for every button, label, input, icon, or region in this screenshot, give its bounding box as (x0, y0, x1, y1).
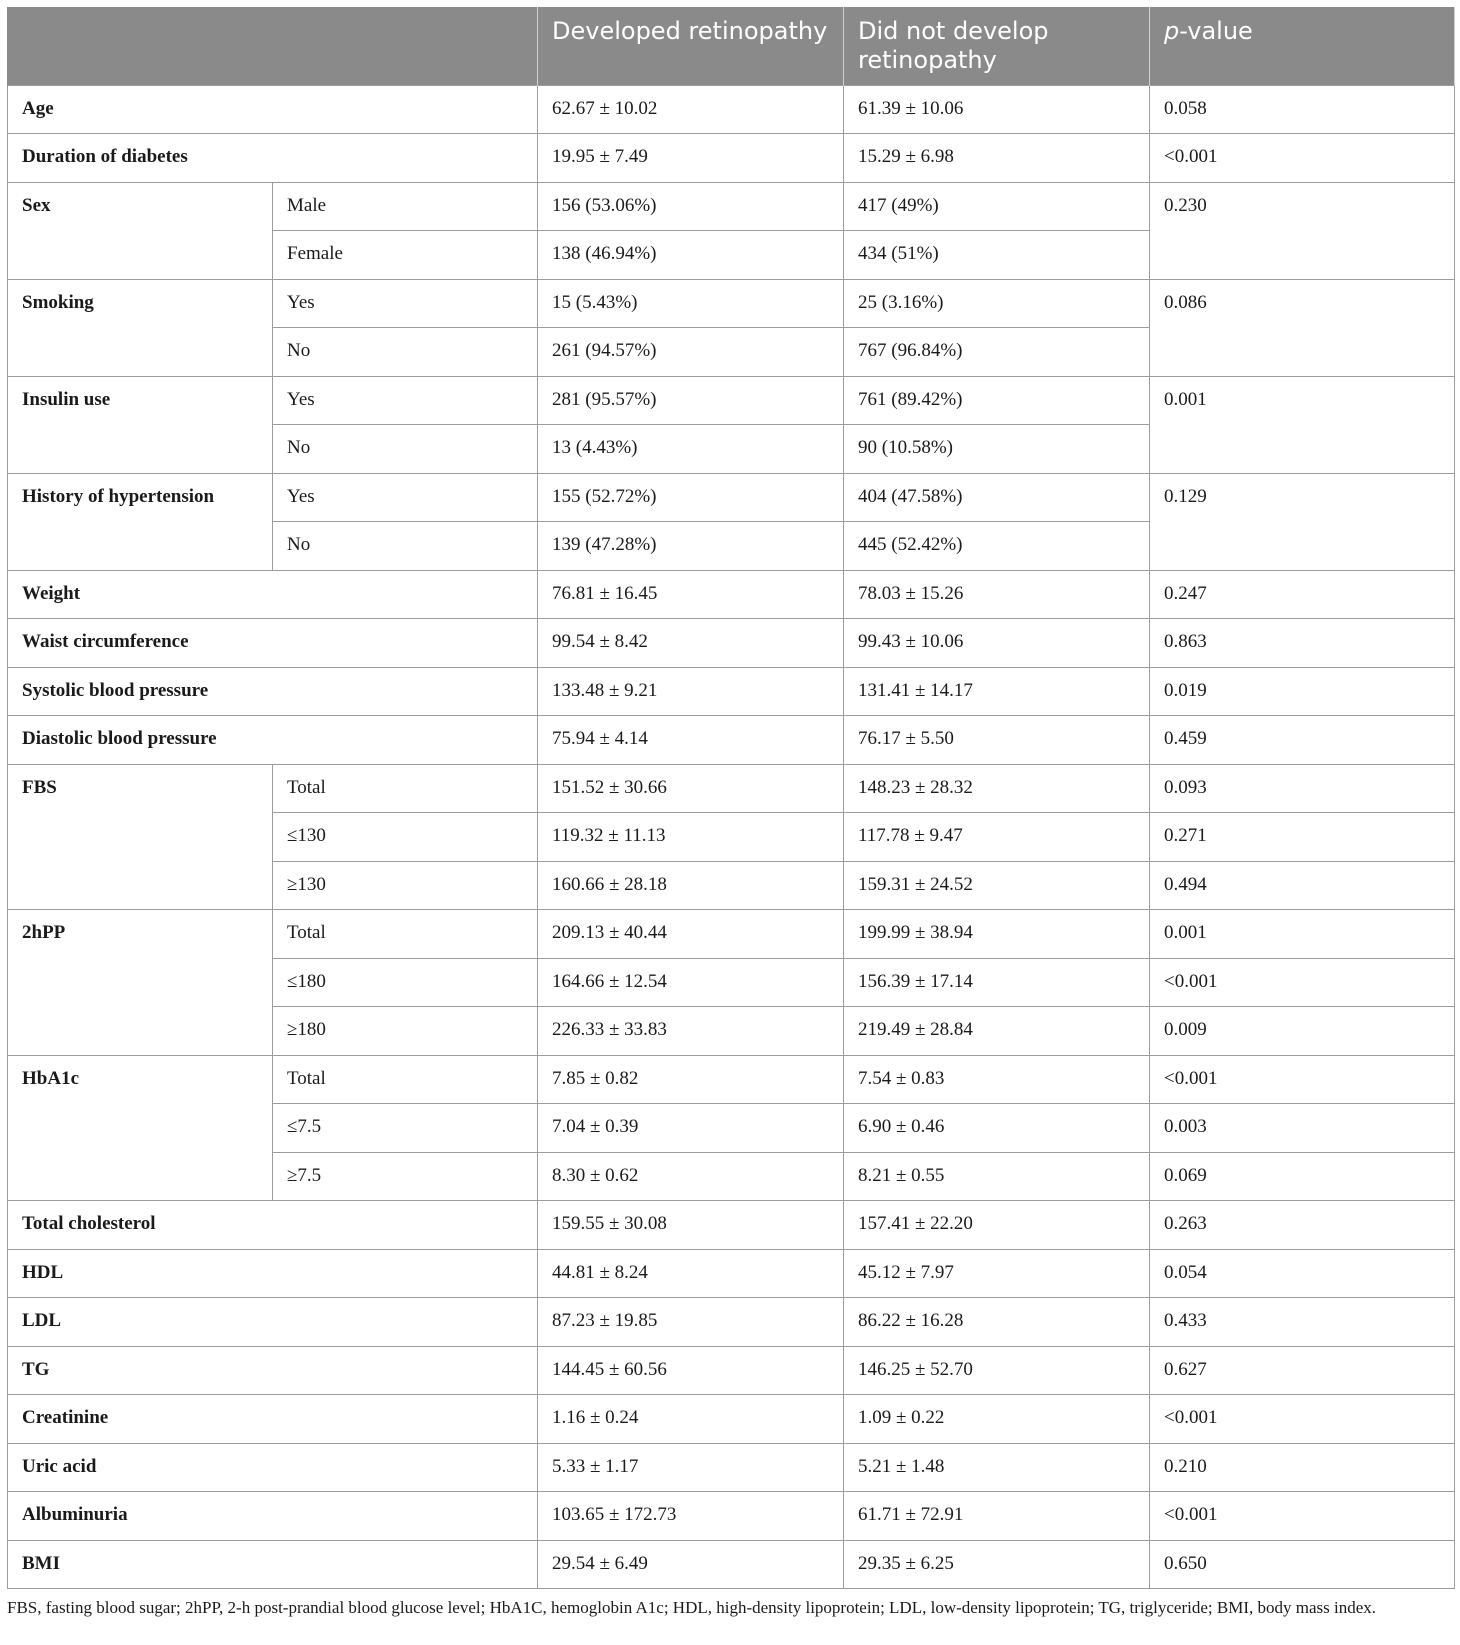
cell-subgroup: Total (273, 910, 538, 959)
cell-p-value: <0.001 (1150, 1055, 1455, 1104)
cell-not-developed: 8.21 ± 0.55 (844, 1152, 1150, 1201)
cell-p-value: 0.230 (1150, 182, 1455, 279)
cell-p-value: 0.863 (1150, 619, 1455, 668)
table-row (8, 1443, 1455, 1492)
cell-subgroup: Total (273, 1055, 538, 1104)
cell-subgroup: Female (273, 231, 538, 280)
cell-not-developed: 78.03 ± 15.26 (844, 570, 1150, 619)
cell-p-value: 0.459 (1150, 716, 1455, 765)
cell-not-developed: 86.22 ± 16.28 (844, 1298, 1150, 1347)
cell-subgroup: Yes (273, 473, 538, 522)
row-label: Creatinine (8, 1395, 538, 1444)
cell-not-developed: 156.39 ± 17.14 (844, 958, 1150, 1007)
cell-developed: 209.13 ± 40.44 (538, 910, 844, 959)
cell-subgroup: No (273, 425, 538, 474)
cell-subgroup: Male (273, 182, 538, 231)
cell-p-value: 0.433 (1150, 1298, 1455, 1347)
table-row (8, 1249, 1455, 1298)
row-label: TG (8, 1346, 538, 1395)
cell-not-developed: 76.17 ± 5.50 (844, 716, 1150, 765)
cell-p-value: 0.093 (1150, 764, 1455, 813)
table-row (8, 85, 1455, 134)
cell-subgroup: Total (273, 764, 538, 813)
cell-not-developed: 1.09 ± 0.22 (844, 1395, 1150, 1444)
cell-developed: 15 (5.43%) (538, 279, 844, 328)
cell-developed: 76.81 ± 16.45 (538, 570, 844, 619)
cell-developed: 44.81 ± 8.24 (538, 1249, 844, 1298)
cell-p-value: 0.210 (1150, 1443, 1455, 1492)
row-label: Duration of diabetes (8, 134, 538, 183)
cell-not-developed: 767 (96.84%) (844, 328, 1150, 377)
cell-not-developed: 146.25 ± 52.70 (844, 1346, 1150, 1395)
cell-not-developed: 5.21 ± 1.48 (844, 1443, 1150, 1492)
cell-developed: 8.30 ± 0.62 (538, 1152, 844, 1201)
cell-p-value: 0.003 (1150, 1104, 1455, 1153)
cell-not-developed: 199.99 ± 38.94 (844, 910, 1150, 959)
table-body (8, 85, 1455, 1589)
cell-p-value: 0.263 (1150, 1201, 1455, 1250)
header-developed: Developed retinopathy (538, 7, 844, 85)
cell-developed: 281 (95.57%) (538, 376, 844, 425)
cell-developed: 138 (46.94%) (538, 231, 844, 280)
cell-not-developed: 157.41 ± 22.20 (844, 1201, 1150, 1250)
table-row (8, 1298, 1455, 1347)
cell-p-value: <0.001 (1150, 1395, 1455, 1444)
row-label: Age (8, 85, 538, 134)
cell-subgroup: Yes (273, 376, 538, 425)
cell-developed: 103.65 ± 172.73 (538, 1492, 844, 1541)
cell-p-value: 0.650 (1150, 1540, 1455, 1589)
cell-developed: 164.66 ± 12.54 (538, 958, 844, 1007)
cell-p-value: 0.271 (1150, 813, 1455, 862)
cell-developed: 226.33 ± 33.83 (538, 1007, 844, 1056)
row-label: BMI (8, 1540, 538, 1589)
table-row (8, 182, 1455, 231)
row-label: Waist circumference (8, 619, 538, 668)
cell-not-developed: 445 (52.42%) (844, 522, 1150, 571)
cell-developed: 13 (4.43%) (538, 425, 844, 474)
table-container (7, 7, 1454, 1589)
cell-p-value: 0.069 (1150, 1152, 1455, 1201)
cell-developed: 7.04 ± 0.39 (538, 1104, 844, 1153)
cell-developed: 261 (94.57%) (538, 328, 844, 377)
header-row (8, 7, 1455, 85)
cell-developed: 7.85 ± 0.82 (538, 1055, 844, 1104)
cell-not-developed: 117.78 ± 9.47 (844, 813, 1150, 862)
cell-developed: 99.54 ± 8.42 (538, 619, 844, 668)
cell-subgroup: Yes (273, 279, 538, 328)
cell-p-value: 0.009 (1150, 1007, 1455, 1056)
row-label: FBS (8, 764, 273, 910)
cell-not-developed: 434 (51%) (844, 231, 1150, 280)
table-row (8, 910, 1455, 959)
cell-developed: 156 (53.06%) (538, 182, 844, 231)
header-not-developed: Did not develop retinopathy (844, 7, 1150, 85)
cell-p-value: 0.086 (1150, 279, 1455, 376)
cell-p-value: 0.247 (1150, 570, 1455, 619)
table-footnote: FBS, fasting blood sugar; 2hPP, 2-h post-prandial blood glucose level; HbA1C, hemoglobin A1c; HDL, high-density lipoprotein; LDL, low-density lipoprotein; TG, triglyceride; BMI, body mass index. (7, 1598, 1376, 1617)
cell-not-developed: 61.39 ± 10.06 (844, 85, 1150, 134)
table-row (8, 764, 1455, 813)
header-variable (8, 7, 538, 85)
table-row (8, 1540, 1455, 1589)
row-label: Sex (8, 182, 273, 279)
cell-developed: 1.16 ± 0.24 (538, 1395, 844, 1444)
cell-not-developed: 99.43 ± 10.06 (844, 619, 1150, 668)
table-row (8, 134, 1455, 183)
cell-not-developed: 219.49 ± 28.84 (844, 1007, 1150, 1056)
cell-developed: 75.94 ± 4.14 (538, 716, 844, 765)
cell-developed: 144.45 ± 60.56 (538, 1346, 844, 1395)
cell-p-value: 0.494 (1150, 861, 1455, 910)
table-row (8, 1395, 1455, 1444)
cell-not-developed: 61.71 ± 72.91 (844, 1492, 1150, 1541)
row-label: LDL (8, 1298, 538, 1347)
header-p-value (1150, 7, 1455, 85)
cell-not-developed: 6.90 ± 0.46 (844, 1104, 1150, 1153)
cell-not-developed: 417 (49%) (844, 182, 1150, 231)
cell-developed: 133.48 ± 9.21 (538, 667, 844, 716)
table-row (8, 716, 1455, 765)
table-row (8, 279, 1455, 328)
table-row (8, 1492, 1455, 1541)
cell-not-developed: 404 (47.58%) (844, 473, 1150, 522)
cell-not-developed: 7.54 ± 0.83 (844, 1055, 1150, 1104)
cell-developed: 5.33 ± 1.17 (538, 1443, 844, 1492)
retinopathy-comparison-table (7, 7, 1455, 1589)
row-label: Uric acid (8, 1443, 538, 1492)
cell-developed: 29.54 ± 6.49 (538, 1540, 844, 1589)
cell-developed: 151.52 ± 30.66 (538, 764, 844, 813)
header-p-rest: -value (1179, 17, 1253, 45)
cell-p-value: <0.001 (1150, 958, 1455, 1007)
cell-developed: 19.95 ± 7.49 (538, 134, 844, 183)
table-row (8, 1201, 1455, 1250)
cell-developed: 87.23 ± 19.85 (538, 1298, 844, 1347)
cell-developed: 155 (52.72%) (538, 473, 844, 522)
table-row (8, 376, 1455, 425)
row-label: Total cholesterol (8, 1201, 538, 1250)
row-label: HDL (8, 1249, 538, 1298)
cell-p-value: 0.019 (1150, 667, 1455, 716)
table-row (8, 1055, 1455, 1104)
cell-subgroup: ≤7.5 (273, 1104, 538, 1153)
row-label: 2hPP (8, 910, 273, 1056)
cell-developed: 159.55 ± 30.08 (538, 1201, 844, 1250)
cell-subgroup: ≤130 (273, 813, 538, 862)
row-label: Albuminuria (8, 1492, 538, 1541)
cell-not-developed: 148.23 ± 28.32 (844, 764, 1150, 813)
cell-not-developed: 761 (89.42%) (844, 376, 1150, 425)
row-label: Weight (8, 570, 538, 619)
table-row (8, 667, 1455, 716)
cell-p-value: 0.129 (1150, 473, 1455, 570)
cell-not-developed: 159.31 ± 24.52 (844, 861, 1150, 910)
cell-developed: 119.32 ± 11.13 (538, 813, 844, 862)
cell-developed: 160.66 ± 28.18 (538, 861, 844, 910)
row-label: Insulin use (8, 376, 273, 473)
cell-subgroup: ≤180 (273, 958, 538, 1007)
cell-not-developed: 131.41 ± 14.17 (844, 667, 1150, 716)
row-label: History of hypertension (8, 473, 273, 570)
cell-not-developed: 25 (3.16%) (844, 279, 1150, 328)
row-label: Diastolic blood pressure (8, 716, 538, 765)
table-row (8, 619, 1455, 668)
cell-subgroup: ≥7.5 (273, 1152, 538, 1201)
cell-p-value: 0.058 (1150, 85, 1455, 134)
cell-subgroup: ≥130 (273, 861, 538, 910)
table-row (8, 570, 1455, 619)
cell-not-developed: 90 (10.58%) (844, 425, 1150, 474)
cell-not-developed: 45.12 ± 7.97 (844, 1249, 1150, 1298)
row-label: Systolic blood pressure (8, 667, 538, 716)
row-label: HbA1c (8, 1055, 273, 1201)
cell-developed: 139 (47.28%) (538, 522, 844, 571)
table-row (8, 1346, 1455, 1395)
row-label: Smoking (8, 279, 273, 376)
cell-subgroup: No (273, 328, 538, 377)
cell-p-value: <0.001 (1150, 1492, 1455, 1541)
table-header (8, 7, 1455, 85)
cell-developed: 62.67 ± 10.02 (538, 85, 844, 134)
cell-p-value: 0.001 (1150, 376, 1455, 473)
cell-p-value: 0.054 (1150, 1249, 1455, 1298)
cell-not-developed: 29.35 ± 6.25 (844, 1540, 1150, 1589)
cell-subgroup: No (273, 522, 538, 571)
header-p-italic: p (1164, 17, 1180, 45)
cell-p-value: 0.627 (1150, 1346, 1455, 1395)
table-row (8, 473, 1455, 522)
cell-not-developed: 15.29 ± 6.98 (844, 134, 1150, 183)
cell-p-value: <0.001 (1150, 134, 1455, 183)
cell-p-value: 0.001 (1150, 910, 1455, 959)
cell-subgroup: ≥180 (273, 1007, 538, 1056)
